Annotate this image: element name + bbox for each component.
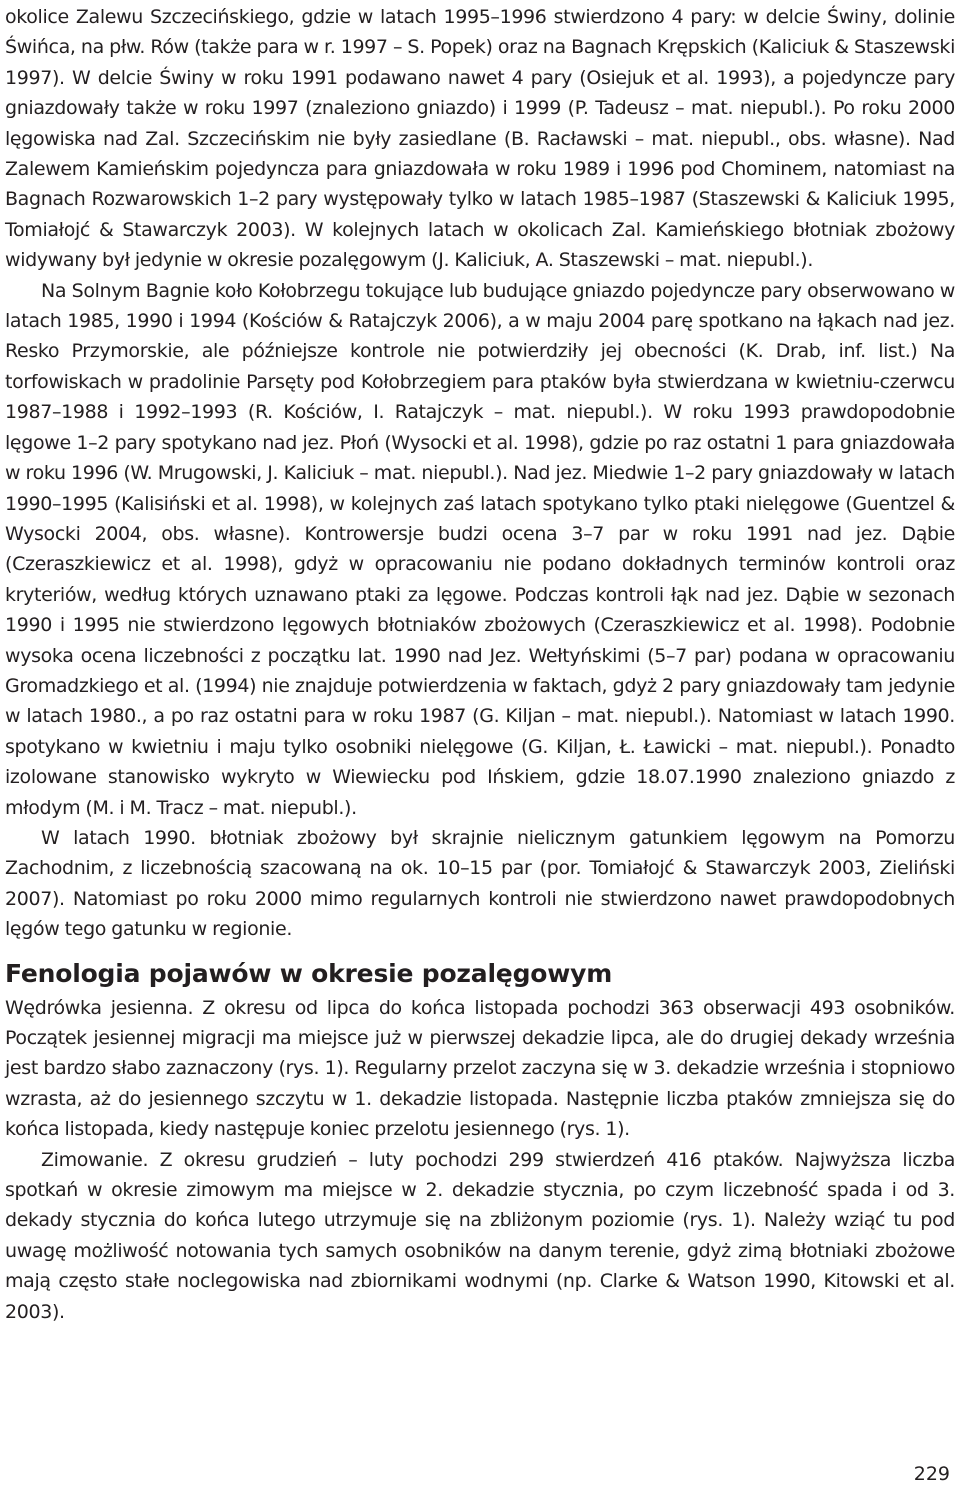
section-paragraph-2: Zimowanie. Z okresu grudzień – luty pochodzi 299 stwierdzeń 416 ptaków. Najwyższa liczba spotkań w okresie zimowym ma miejsce w 2. dekadzie stycznia, po czym liczebność spada i od 3. dekady stycznia do końca lutego utrzymuje się na zbliżonym poziomie (rys. 1). Należy wziąć tu pod uwagę możliwość notowania tych samych osobników na danym terenie, gdyż zimą błotniaki zbożowe mają często stałe noclegowiska nad zbiornikami wodnymi (np. Clarke & Watson 1990, Kitowski et al. 2003). [5, 1148, 955, 1323]
page-content [5, 2, 955, 1327]
body-paragraph-3: W latach 1990. błotniak zbożowy był skrajnie nielicznym gatunkiem lęgowym na Pomorzu Zachodnim, z liczebnością szacowaną na ok. 10–15 par (por. Tomiałojć & Stawarczyk 2003, Zieliński 2007). Natomiast po roku 2000 mimo regularnych kontroli nie stwierdzono nawet prawdopodobnych lęgów tego gatunku w regionie. [5, 826, 955, 941]
body-paragraph-2: Na Solnym Bagnie koło Kołobrzegu tokujące lub budujące gniazdo pojedyncze pary obserwowano w latach 1985, 1990 i 1994 (Kościów & Ratajczyk 2006), a w maju 2004 parę spotkano na łąkach nad jez. Resko Przymorskie, ale późniejsze kontrole nie potwierdziły jej obecności (K. Drab, inf. list.) Na torfowiskach w pradolinie Parsęty pod Kołobrzegiem para ptaków była stwierdzana w kwietniu-czerwcu 1987–1988 i 1992–1993 (R. Kościów, I. Ratajczyk – mat. niepubl.). W roku 1993 prawdopodobnie lęgowe 1–2 pary spotykano nad jez. Płoń (Wysocki et al. 1998), gdzie po raz ostatni 1 para gniazdowała w roku 1996 (W. Mrugowski, J. Kaliciuk – mat. niepubl.). Nad jez. Miedwie 1–2 pary gniazdowały w latach 1990–1995 (Kalisiński et al. 1998), w kolejnych zaś latach spotykano tylko ptaki nielęgowe (Guentzel & Wysocki 2004, obs. własne). Kontrowersje budzi ocena 3–7 par w roku 1991 nad jez. Dąbie (Czeraszkiewicz et al. 1998), gdyż w opracowaniu nie podano dokładnych terminów kontroli oraz kryteriów, według których uznawano ptaki za lęgowe. Podczas kontroli łąk nad jez. Dąbie w sezonach 1990 i 1995 nie stwierdzono lęgowych błotniaków zbożowych (Czeraszkiewicz et al. 1998). Podobnie wysoka ocena liczebności z początku lat. 1990 nad Jez. Wełtyńskimi (5–7 par) podana w opracowaniu Gromadzkiego et al. (1994) nie znajduje potwierdzenia w faktach, gdyż 2 pary gniazdowały tam jedynie w latach 1980., a po raz ostatni para w roku 1987 (G. Kiljan – mat. niepubl.). Natomiast w latach 1990. spotykano w kwietniu i maju tylko osobniki nielęgowe (G. Kiljan, Ł. Ławicki – mat. niepubl.). Ponadto izolowane stanowisko wykryto w Wiewiecku pod Ińskiem, gdzie 18.07.1990 znaleziono gniazdo z młodym (M. i M. Tracz – mat. niepubl.). [5, 279, 955, 819]
section-paragraph-1: Wędrówka jesienna. Z okresu od lipca do końca listopada pochodzi 363 obserwacji 493 osobników. Początek jesiennej migracji ma miejsce już w pierwszej dekadzie lipca, ale do drugiej dekady września jest bardzo słabo zaznaczony (rys. 1). Regularny przelot zaczyna się w 3. dekadzie września i stopniowo wzrasta, aż do jesiennego szczytu w 1. dekadzie listopada. Następnie liczba ptaków zmniejsza się do końca listopada, kiedy następuje koniec przelotu jesiennego (rys. 1). [5, 996, 955, 1141]
page-number: 229 [913, 1463, 950, 1485]
section-heading: Fenologia pojawów w okresie pozalęgowym [5, 958, 613, 988]
body-paragraph-1: okolice Zalewu Szczecińskiego, gdzie w latach 1995–1996 stwierdzono 4 pary: w delcie Świny, dolinie Świńca, na płw. Rów (także para w r. 1997 – S. Popek) oraz na Bagnach Krępskich (Kaliciuk & Staszewski 1997). W delcie Świny w roku 1991 podawano nawet 4 pary (Osiejuk et al. 1993), a pojedyncze pary gniazdowały także w roku 1997 (znaleziono gniazdo) i 1999 (P. Tadeusz – mat. niepubl.). Po roku 2000 lęgowiska nad Zal. Szczecińskim nie były zasiedlane (B. Racławski – mat. niepubl., obs. własne). Nad Zalewem Kamieńskim pojedyncza para gniazdowała w roku 1989 i 1996 pod Chominem, natomiast na Bagnach Rozwarowskich 1–2 pary występowały tylko w latach 1985–1987 (Staszewski & Kaliciuk 1995, Tomiałojć & Stawarczyk 2003). W kolejnych latach w okolicach Zal. Kamieńskiego błotniak zbożowy widywany był jedynie w okresie pozalęgowym (J. Kaliciuk, A. Staszewski – mat. niepubl.). [5, 6, 955, 272]
